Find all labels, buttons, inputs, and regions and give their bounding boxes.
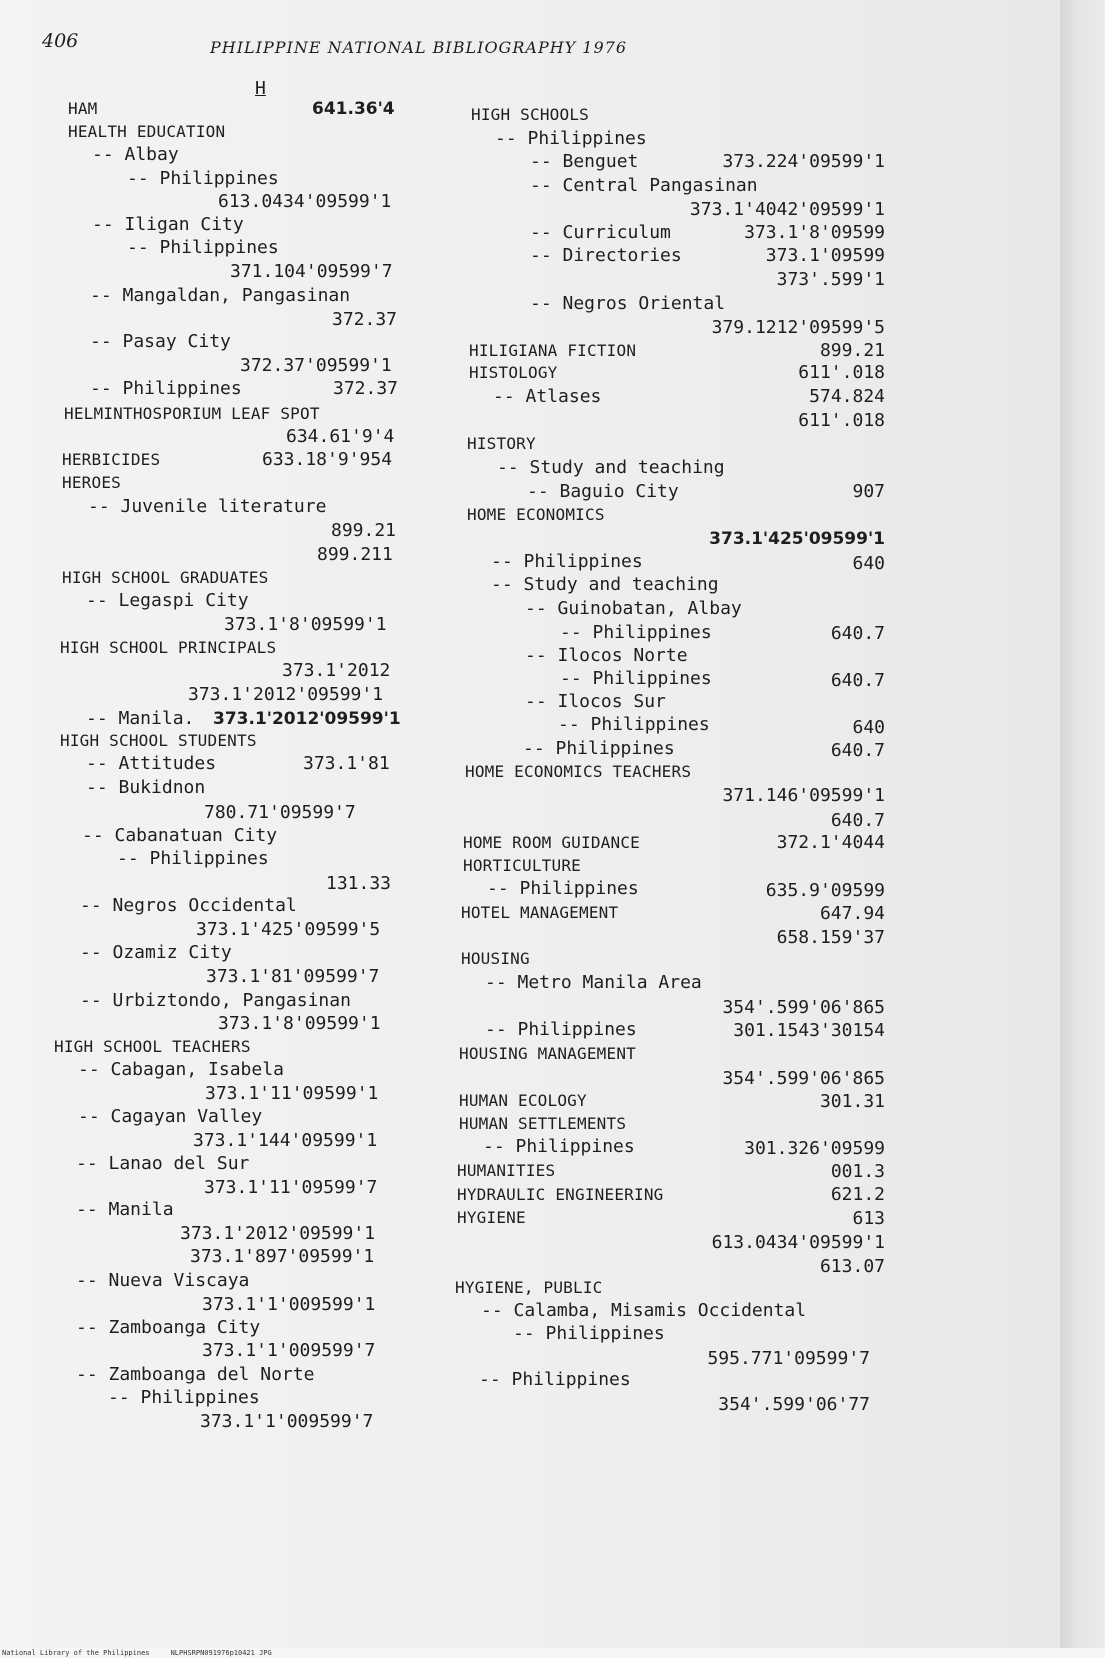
classmark: 633.18'9'954 xyxy=(262,449,393,470)
classmark: 373.1'11'09599'1 xyxy=(205,1083,379,1104)
classmark: 373.1'2012'09599'1 xyxy=(188,684,384,705)
classmark: 372.37'09599'1 xyxy=(240,355,392,376)
page-number: 406 xyxy=(42,30,79,52)
subheading: -- Ilocos Norte xyxy=(525,645,688,666)
classmark: 372.37 xyxy=(333,378,399,399)
subheading: -- Lanao del Sur xyxy=(76,1153,250,1174)
subheading: -- Philippines xyxy=(491,551,643,572)
classmark: 640.7 xyxy=(830,740,885,761)
subheading: -- Directories xyxy=(530,245,682,266)
classmark: 621.2 xyxy=(830,1184,885,1205)
classmark: 373.1'1'009599'7 xyxy=(202,1340,376,1361)
classmark: 131.33 xyxy=(326,873,392,894)
subheading: -- Philippines xyxy=(127,237,279,258)
classmark: 373.1'2012 xyxy=(282,660,391,681)
classmark: 373.1'1'009599'7 xyxy=(200,1411,374,1432)
subheading: -- Study and teaching xyxy=(497,457,725,478)
subheading: -- Iligan City xyxy=(92,214,244,235)
heading-hotel-management: HOTEL MANAGEMENT xyxy=(461,903,619,922)
classmark: 373.224'09599'1 xyxy=(722,151,885,172)
classmark: 373.1'11'09599'7 xyxy=(204,1177,378,1198)
classmark: 373.1'425'09599'5 xyxy=(196,919,381,940)
subheading: -- Cabagan, Isabela xyxy=(78,1059,284,1080)
subheading: -- Curriculum xyxy=(530,222,671,243)
classmark: 658.159'37 xyxy=(776,927,885,948)
heading-high-school-graduates: HIGH SCHOOL GRADUATES xyxy=(62,568,269,587)
classmark: 640 xyxy=(852,717,885,738)
classmark: 611'.018 xyxy=(798,362,885,383)
classmark: 373.1'8'09599 xyxy=(744,222,885,243)
subheading: -- Manila. xyxy=(86,708,195,729)
classmark: 371.146'09599'1 xyxy=(722,785,885,806)
classmark: 640.7 xyxy=(830,670,885,691)
heading-home-room-guidance: HOME ROOM GUIDANCE xyxy=(463,833,640,852)
subheading: -- Baguio City xyxy=(527,481,679,502)
subheading: -- Central Pangasinan xyxy=(530,175,758,196)
classmark: 373.1'81'09599'7 xyxy=(206,966,380,987)
classmark: 611'.018 xyxy=(798,410,885,431)
classmark: 371.104'09599'7 xyxy=(230,261,393,282)
subheading: -- Zamboanga City xyxy=(76,1317,261,1338)
classmark: 613.07 xyxy=(819,1256,885,1277)
heading-history: HISTORY xyxy=(467,434,536,453)
classmark: 373.1'2012'09599'1 xyxy=(213,709,401,729)
subheading: -- Guinobatan, Albay xyxy=(525,598,742,619)
subheading: -- Nueva Viscaya xyxy=(76,1270,250,1291)
classmark: 301.31 xyxy=(819,1091,885,1112)
classmark: 301.326'09599 xyxy=(744,1138,885,1159)
subheading: -- Atlases xyxy=(493,386,602,407)
heading-horticulture: HORTICULTURE xyxy=(463,856,581,875)
subheading: -- Benguet xyxy=(530,151,639,172)
subheading: -- Philippines xyxy=(479,1369,631,1390)
heading-high-school-students: HIGH SCHOOL STUDENTS xyxy=(60,731,257,750)
subheading: -- Philippines xyxy=(487,878,639,899)
classmark: 373'.599'1 xyxy=(776,269,885,290)
classmark: 647.94 xyxy=(819,903,885,924)
subheading: -- Study and teaching xyxy=(491,574,719,595)
subheading: -- Ozamiz City xyxy=(80,942,232,963)
heading-humanities: HUMANITIES xyxy=(457,1161,556,1180)
subheading: -- Philippines xyxy=(558,714,710,735)
classmark: 613.0434'09599'1 xyxy=(711,1232,885,1253)
classmark: 574.824 xyxy=(809,386,885,407)
subheading: -- Cagayan Valley xyxy=(78,1106,263,1127)
running-head: PHILIPPINE NATIONAL BIBLIOGRAPHY 1976 xyxy=(210,38,628,57)
heading-herbicides: HERBICIDES xyxy=(62,450,161,469)
classmark: 373.1'81 xyxy=(303,753,390,774)
heading-hygiene: HYGIENE xyxy=(457,1208,526,1227)
heading-home-economics: HOME ECONOMICS xyxy=(467,505,605,524)
classmark: 635.9'09599 xyxy=(765,880,885,901)
classmark: 595.771'09599'7 xyxy=(707,1348,870,1369)
subheading: -- Manila xyxy=(76,1199,174,1220)
heading-ham: HAM xyxy=(68,99,98,118)
classmark: 373.1'4042'09599'1 xyxy=(689,199,885,220)
classmark: 613.0434'09599'1 xyxy=(218,191,392,212)
heading-hygiene-public: HYGIENE, PUBLIC xyxy=(455,1278,603,1297)
subheading: -- Philippines xyxy=(127,168,279,189)
subheading: -- Philippines xyxy=(513,1323,665,1344)
subheading: -- Philippines xyxy=(108,1387,260,1408)
classmark: 379.1212'09599'5 xyxy=(711,317,885,338)
classmark: 354'.599'06'77 xyxy=(718,1394,870,1415)
subheading: -- Metro Manila Area xyxy=(485,972,702,993)
classmark: 373.1'425'09599'1 xyxy=(709,529,885,549)
subheading: -- Bukidnon xyxy=(86,777,206,798)
heading-human-settlements: HUMAN SETTLEMENTS xyxy=(459,1114,627,1133)
classmark: 373.1'2012'09599'1 xyxy=(180,1223,376,1244)
classmark: 301.1543'30154 xyxy=(733,1020,885,1041)
heading-high-school-principals: HIGH SCHOOL PRINCIPALS xyxy=(60,638,277,657)
scan-footer: National Library of the Philippines NLPHSRPN091976p10421 JPG xyxy=(0,1648,1105,1658)
heading-histology: HISTOLOGY xyxy=(469,363,558,382)
subheading: -- Attitudes xyxy=(86,753,217,774)
classmark: 001.3 xyxy=(830,1161,885,1182)
page-edge xyxy=(1060,0,1105,1658)
heading-health-education: HEALTH EDUCATION xyxy=(68,122,226,141)
heading-housing-management: HOUSING MANAGEMENT xyxy=(459,1044,636,1063)
classmark: 373.1'144'09599'1 xyxy=(193,1130,378,1151)
classmark: 640.7 xyxy=(830,810,885,831)
subheading: -- Negros Oriental xyxy=(530,293,726,314)
classmark: 634.61'9'4 xyxy=(286,426,395,447)
heading-hiligaina-fiction: HILIGIANA FICTION xyxy=(469,341,637,360)
subheading: -- Albay xyxy=(92,144,179,165)
heading-housing: HOUSING xyxy=(461,949,530,968)
subheading: -- Pasay City xyxy=(90,331,231,352)
classmark: 354'.599'06'865 xyxy=(722,1068,885,1089)
subheading: -- Philippines xyxy=(560,668,712,689)
heading-helminthosporium: HELMINTHOSPORIUM LEAF SPOT xyxy=(64,404,320,423)
classmark: 372.1'4044 xyxy=(776,832,885,853)
classmark: 641.36'4 xyxy=(312,99,395,119)
heading-high-schools: HIGH SCHOOLS xyxy=(471,105,589,124)
classmark: 373.1'09599 xyxy=(765,245,885,266)
heading-high-school-teachers: HIGH SCHOOL TEACHERS xyxy=(54,1037,251,1056)
classmark: 354'.599'06'865 xyxy=(722,997,885,1018)
classmark: 372.37 xyxy=(332,309,398,330)
subheading: -- Juvenile literature xyxy=(88,496,327,517)
classmark: 640.7 xyxy=(830,623,885,644)
subheading: -- Zamboanga del Norte xyxy=(76,1364,315,1385)
classmark: 899.211 xyxy=(317,544,393,565)
subheading: -- Philippines xyxy=(495,128,647,149)
subheading: -- Philippines xyxy=(90,378,242,399)
subheading: -- Cabanatuan City xyxy=(82,825,278,846)
classmark: 373.1'8'09599'1 xyxy=(218,1013,381,1034)
heading-human-ecology: HUMAN ECOLOGY xyxy=(459,1091,587,1110)
subheading: -- Philippines xyxy=(523,738,675,759)
subheading: -- Urbiztondo, Pangasinan xyxy=(80,990,351,1011)
heading-heroes: HEROES xyxy=(62,473,121,492)
classmark: 373.1'8'09599'1 xyxy=(224,614,387,635)
heading-home-economics-teachers: HOME ECONOMICS TEACHERS xyxy=(465,762,692,781)
subheading: -- Philippines xyxy=(483,1136,635,1157)
classmark: 613 xyxy=(852,1208,885,1229)
subheading: -- Philippines xyxy=(117,848,269,869)
subheading: -- Philippines xyxy=(560,622,712,643)
subheading: -- Legaspi City xyxy=(86,590,249,611)
classmark: 899.21 xyxy=(819,340,885,361)
classmark: 640 xyxy=(852,553,885,574)
classmark: 373.1'897'09599'1 xyxy=(190,1246,375,1267)
subheading: -- Ilocos Sur xyxy=(525,691,666,712)
classmark: 899.21 xyxy=(331,520,397,541)
subheading: -- Mangaldan, Pangasinan xyxy=(90,285,351,306)
subheading: -- Calamba, Misamis Occidental xyxy=(481,1300,807,1321)
subheading: -- Negros Occidental xyxy=(80,895,297,916)
classmark: 907 xyxy=(852,481,885,502)
section-letter: H xyxy=(255,78,266,99)
classmark: 373.1'1'009599'1 xyxy=(202,1294,376,1315)
heading-hydraulic-engineering: HYDRAULIC ENGINEERING xyxy=(457,1185,664,1204)
classmark: 780.71'09599'7 xyxy=(204,802,356,823)
subheading: -- Philippines xyxy=(485,1019,637,1040)
